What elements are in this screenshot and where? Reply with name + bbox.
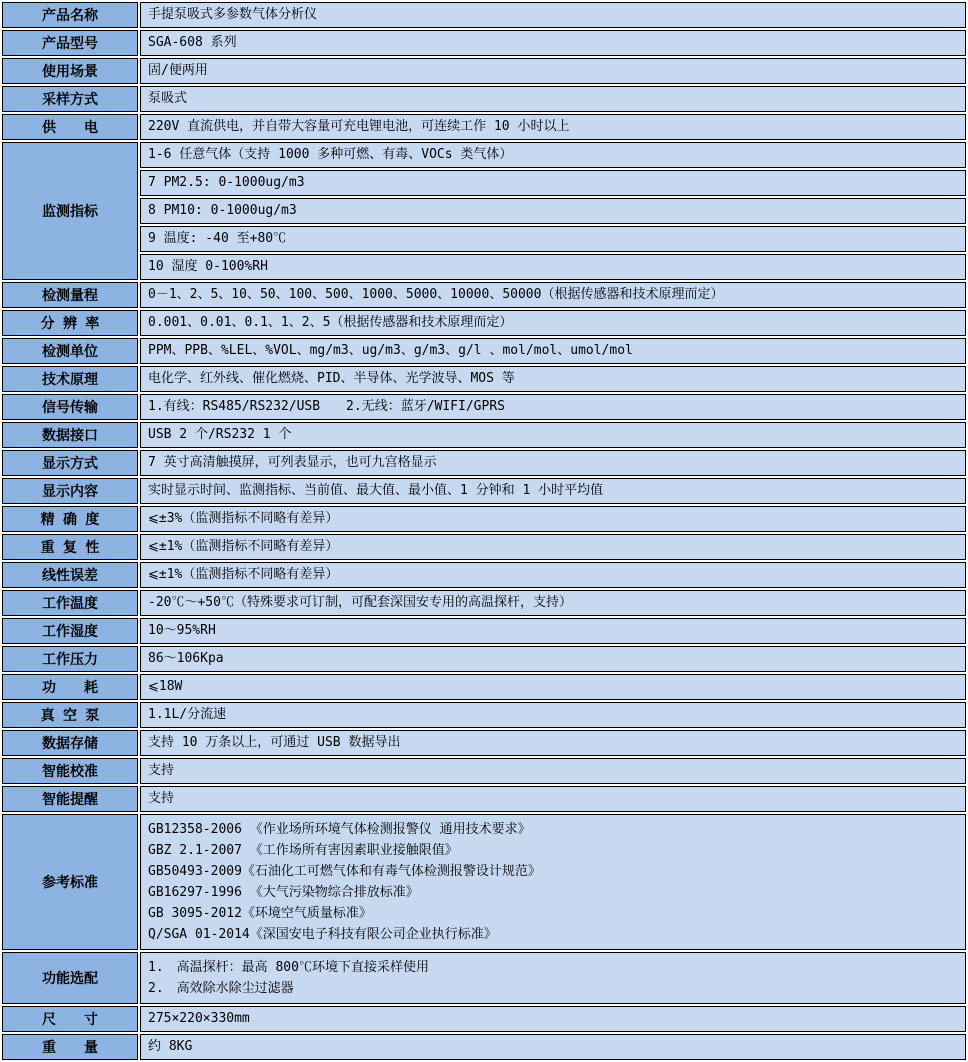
table-row (2, 786, 966, 812)
spec-row-value: 7 英寸高清触摸屏，可列表显示，也可九宫格显示 (140, 450, 966, 476)
spec-row-value: 1.1L/分流速 (140, 702, 966, 728)
spec-row-label: 显示方式 (2, 450, 138, 476)
spec-row-value: ⩽±1%（监测指标不同略有差异） (140, 534, 966, 560)
spec-row-label: 重 复 性 (2, 534, 138, 560)
spec-row-value: 固/便两用 (140, 58, 966, 84)
table-row (2, 310, 966, 336)
spec-row-value: ⩽±3%（监测指标不同略有差异） (140, 506, 966, 532)
table-row (2, 758, 966, 784)
spec-row-value: 0.001、0.01、0.1、1、2、5（根据传感器和技术原理而定） (140, 310, 966, 336)
spec-row-label: 智能校准 (2, 758, 138, 784)
table-row (2, 562, 966, 588)
table-row (2, 506, 966, 532)
table-row (2, 730, 966, 756)
spec-value-line: 1. 高温探杆：最高 800℃环境下直接采样使用 (148, 960, 429, 975)
spec-row-label: 线性误差 (2, 562, 138, 588)
spec-value-line: 2. 高效除水除尘过滤器 (148, 981, 294, 996)
spec-row-label: 工作压力 (2, 646, 138, 672)
spec-row-value: 实时显示时间、监测指标、当前值、最大值、最小值、1 分钟和 1 小时平均值 (140, 478, 966, 504)
spec-row-value: SGA-608 系列 (140, 30, 966, 56)
table-row (2, 282, 966, 308)
spec-row-value: 0－1、2、5、10、50、100、500、1000、5000、10000、50000（根据传感器和技术原理而定） (140, 282, 966, 308)
spec-row-label: 功能选配 (2, 952, 138, 1004)
spec-row-value: ⩽±1%（监测指标不同略有差异） (140, 562, 966, 588)
table-row (2, 422, 966, 448)
table-row (2, 30, 966, 56)
spec-value-line: GB12358-2006 《作业场所环境气体检测报警仪 通用技术要求》 (148, 822, 531, 837)
spec-row-label: 尺 寸 (2, 1006, 138, 1032)
table-row (2, 702, 966, 728)
spec-value-line: GB50493-2009《石油化工可燃气体和有毒气体检测报警设计规范》 (148, 864, 541, 879)
spec-row-value: 8 PM10: 0-1000ug/m3 (140, 198, 966, 224)
spec-row-label: 智能提醒 (2, 786, 138, 812)
table-row (2, 590, 966, 616)
spec-row-value: 支持 (140, 786, 966, 812)
spec-row-label: 工作湿度 (2, 618, 138, 644)
spec-row-label: 重 量 (2, 1034, 138, 1060)
spec-row-label: 产品型号 (2, 30, 138, 56)
table-row (2, 646, 966, 672)
table-row (2, 478, 966, 504)
spec-row-label: 数据接口 (2, 422, 138, 448)
spec-row-value: 275×220×330mm (140, 1006, 966, 1032)
spec-row-label: 检测单位 (2, 338, 138, 364)
spec-row-value: 手提泵吸式多参数气体分析仪 (140, 2, 966, 28)
spec-row-value: 支持 10 万条以上，可通过 USB 数据导出 (140, 730, 966, 756)
spec-row-label: 数据存储 (2, 730, 138, 756)
spec-row-value: USB 2 个/RS232 1 个 (140, 422, 966, 448)
spec-row-value: 10 湿度 0-100%RH (140, 254, 966, 280)
table-row (2, 338, 966, 364)
table-row (2, 2, 966, 28)
table-row (2, 170, 966, 196)
spec-row-label: 精 确 度 (2, 506, 138, 532)
spec-row-label: 技术原理 (2, 366, 138, 392)
table-row (2, 142, 966, 168)
spec-row-value: 泵吸式 (140, 86, 966, 112)
spec-row-label: 工作温度 (2, 590, 138, 616)
table-row (2, 674, 966, 700)
spec-value-line: GBZ 2.1-2007 《工作场所有害因素职业接触限值》 (148, 843, 458, 858)
spec-row-value: 7 PM2.5: 0-1000ug/m3 (140, 170, 966, 196)
spec-row-label: 功 耗 (2, 674, 138, 700)
table-row (2, 254, 966, 280)
spec-row-label: 采样方式 (2, 86, 138, 112)
table-row (2, 366, 966, 392)
spec-value-line: GB16297-1996 《大气污染物综合排放标准》 (148, 885, 419, 900)
spec-row-value: 1-6 任意气体（支持 1000 多种可燃、有毒、VOCs 类气体） (140, 142, 966, 168)
spec-value-line: GB 3095-2012《环境空气质量标准》 (148, 906, 372, 921)
table-row (2, 618, 966, 644)
spec-row-value: 电化学、红外线、催化燃烧、PID、半导体、光学波导、MOS 等 (140, 366, 966, 392)
spec-row-value: 约 8KG (140, 1034, 966, 1060)
spec-row-label: 显示内容 (2, 478, 138, 504)
spec-row-value (140, 814, 966, 950)
spec-row-label: 产品名称 (2, 2, 138, 28)
table-row (2, 86, 966, 112)
spec-row-label: 信号传输 (2, 394, 138, 420)
spec-row-value: 9 温度: -40 至+80℃ (140, 226, 966, 252)
spec-row-value: 支持 (140, 758, 966, 784)
table-row (2, 58, 966, 84)
table-row (2, 450, 966, 476)
table-row (2, 198, 966, 224)
table-row (2, 1034, 966, 1060)
spec-row-label: 供 电 (2, 114, 138, 140)
table-row (2, 394, 966, 420)
spec-row-label: 分 辨 率 (2, 310, 138, 336)
spec-row-value: 1.有线：RS485/RS232/USB 2.无线：蓝牙/WIFI/GPRS (140, 394, 966, 420)
table-row (2, 534, 966, 560)
spec-row-value (140, 952, 966, 1004)
spec-row-label: 参考标准 (2, 814, 138, 950)
table-row (2, 952, 966, 1004)
spec-row-value: 86～106Kpa (140, 646, 966, 672)
spec-row-label: 真 空 泵 (2, 702, 138, 728)
table-row (2, 814, 966, 950)
table-row (2, 114, 966, 140)
spec-row-value: -20℃～+50℃（特殊要求可订制，可配套深国安专用的高温探杆，支持） (140, 590, 966, 616)
spec-value-line: Q/SGA 01-2014《深国安电子科技有限公司企业执行标准》 (148, 927, 497, 942)
spec-row-value: 10～95%RH (140, 618, 966, 644)
spec-row-value: ⩽18W (140, 674, 966, 700)
table-row (2, 226, 966, 252)
spec-row-label: 检测量程 (2, 282, 138, 308)
spec-row-value: 220V 直流供电，并自带大容量可充电锂电池，可连续工作 10 小时以上 (140, 114, 966, 140)
spec-row-value: PPM、PPB、%LEL、%VOL、mg/m3、ug/m3、g/m3、g/l 、mol/mol、umol/mol (140, 338, 966, 364)
spec-row-label: 监测指标 (2, 142, 138, 280)
spec-row-label: 使用场景 (2, 58, 138, 84)
